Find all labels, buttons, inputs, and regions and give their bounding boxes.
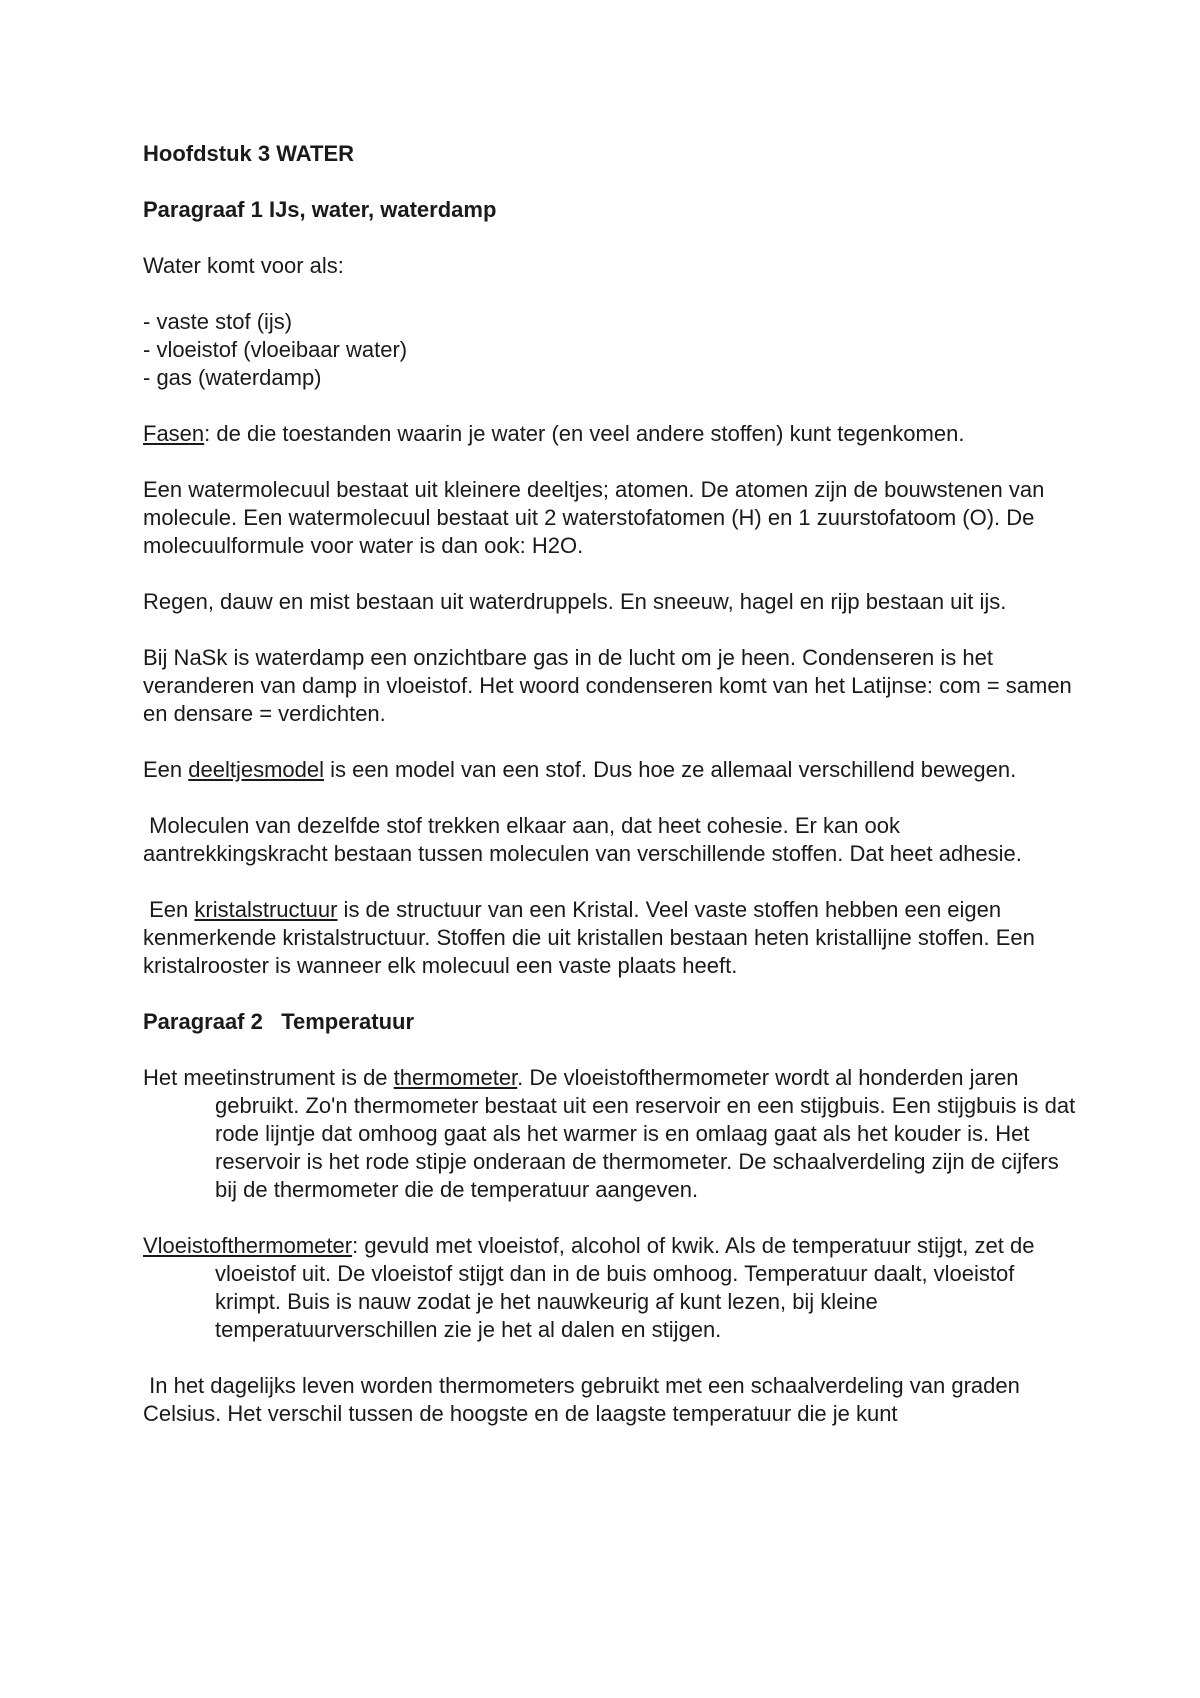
kristal-paragraph xyxy=(143,896,1083,980)
cohesie-paragraph: Moleculen van dezelfde stof trekken elkaar aan, dat heet cohesie. Er kan ook aantrekkingskracht bestaan tussen moleculen van verschillende stoffen. Dat heet adhesie. xyxy=(143,813,1022,866)
regen-paragraph: Regen, dauw en mist bestaan uit waterdruppels. En sneeuw, hagel en rijp bestaan uit ijs. xyxy=(143,589,1007,614)
dagelijks-paragraph: In het dagelijks leven worden thermometers gebruikt met een schaalverdeling van graden Celsius. Het verschil tussen de hoogste en de laagste temperatuur die je kunt xyxy=(143,1373,1026,1426)
fasen-term: Fasen xyxy=(143,421,205,446)
phase-list xyxy=(143,308,1083,392)
deeltjesmodel-term: deeltjesmodel xyxy=(188,757,325,782)
section-heading-2: Paragraaf 2 Temperatuur xyxy=(143,1009,415,1034)
fasen-paragraph xyxy=(143,420,1083,448)
document-page xyxy=(143,140,1083,1428)
thermometer-paragraph xyxy=(143,1064,1083,1204)
kristal-pre: Een xyxy=(143,897,195,922)
list-item: - vaste stof (ijs) xyxy=(143,309,293,334)
molecuul-paragraph: Een watermolecuul bestaat uit kleinere deeltjes; atomen. De atomen zijn de bouwstenen van molecule. Een watermolecuul bestaat uit 2 waterstofatomen (H) en 1 zuurstofatoom (O). De molecuulformule voor water is dan ook: H2O. xyxy=(143,477,1045,558)
kristal-post: is de structuur van een Kristal. Veel vaste stoffen hebben een eigen kenmerkende kristalstructuur. Stoffen die uit kristallen bestaan heten kristallijne stoffen. Een kristalrooster is wanneer elk molecuul een vaste plaats heeft. xyxy=(143,897,1042,978)
vloeistofthermometer-paragraph xyxy=(143,1232,1083,1344)
intro-text: Water komt voor als: xyxy=(143,253,344,278)
chapter-title: Hoofdstuk 3 WATER xyxy=(143,141,355,166)
kristalstructuur-term: kristalstructuur xyxy=(194,897,338,922)
section-heading-1: Paragraaf 1 IJs, water, waterdamp xyxy=(143,197,497,222)
vloei-post: : gevuld met vloeistof, alcohol of kwik. Als de temperatuur stijgt, zet de vloeistof uit. De vloeistof stijgt dan in de buis omhoog. Temperatuur daalt, vloeistof krimpt. Buis is nauw zodat je het nauwkeurig af kunt lezen, bij kleine temperatuurverschillen zie je het al dalen en stijgen. xyxy=(215,1233,1035,1342)
thermometer-term: thermometer xyxy=(393,1065,518,1090)
vloeistofthermometer-term: Vloeistofthermometer xyxy=(143,1233,353,1258)
nask-paragraph: Bij NaSk is waterdamp een onzichtbare gas in de lucht om je heen. Condenseren is het veranderen van damp in vloeistof. Het woord condenseren komt van het Latijnse: com = samen en densare = verdichten. xyxy=(143,645,1072,726)
deeltjes-pre: Een xyxy=(143,757,189,782)
list-item: - vloeistof (vloeibaar water) xyxy=(143,337,408,362)
thermo-pre: Het meetinstrument is de xyxy=(143,1065,394,1090)
deeltjes-post: is een model van een stof. Dus hoe ze allemaal verschillend bewegen. xyxy=(324,757,1017,782)
fasen-text: : de die toestanden waarin je water (en veel andere stoffen) kunt tegenkomen. xyxy=(204,421,965,446)
deeltjesmodel-paragraph xyxy=(143,756,1083,784)
list-item: - gas (waterdamp) xyxy=(143,365,322,390)
thermo-post: . De vloeistofthermometer wordt al honderden jaren gebruikt. Zo'n thermometer bestaat uit een reservoir en een stijgbuis. Een stijgbuis is dat rode lijntje dat omhoog gaat als het warmer is en omlaag gaat als het kouder is. Het reservoir is het rode stipje onderaan de thermometer. De schaalverdeling zijn de cijfers bij de thermometer die de temperatuur aangeven. xyxy=(215,1065,1076,1202)
